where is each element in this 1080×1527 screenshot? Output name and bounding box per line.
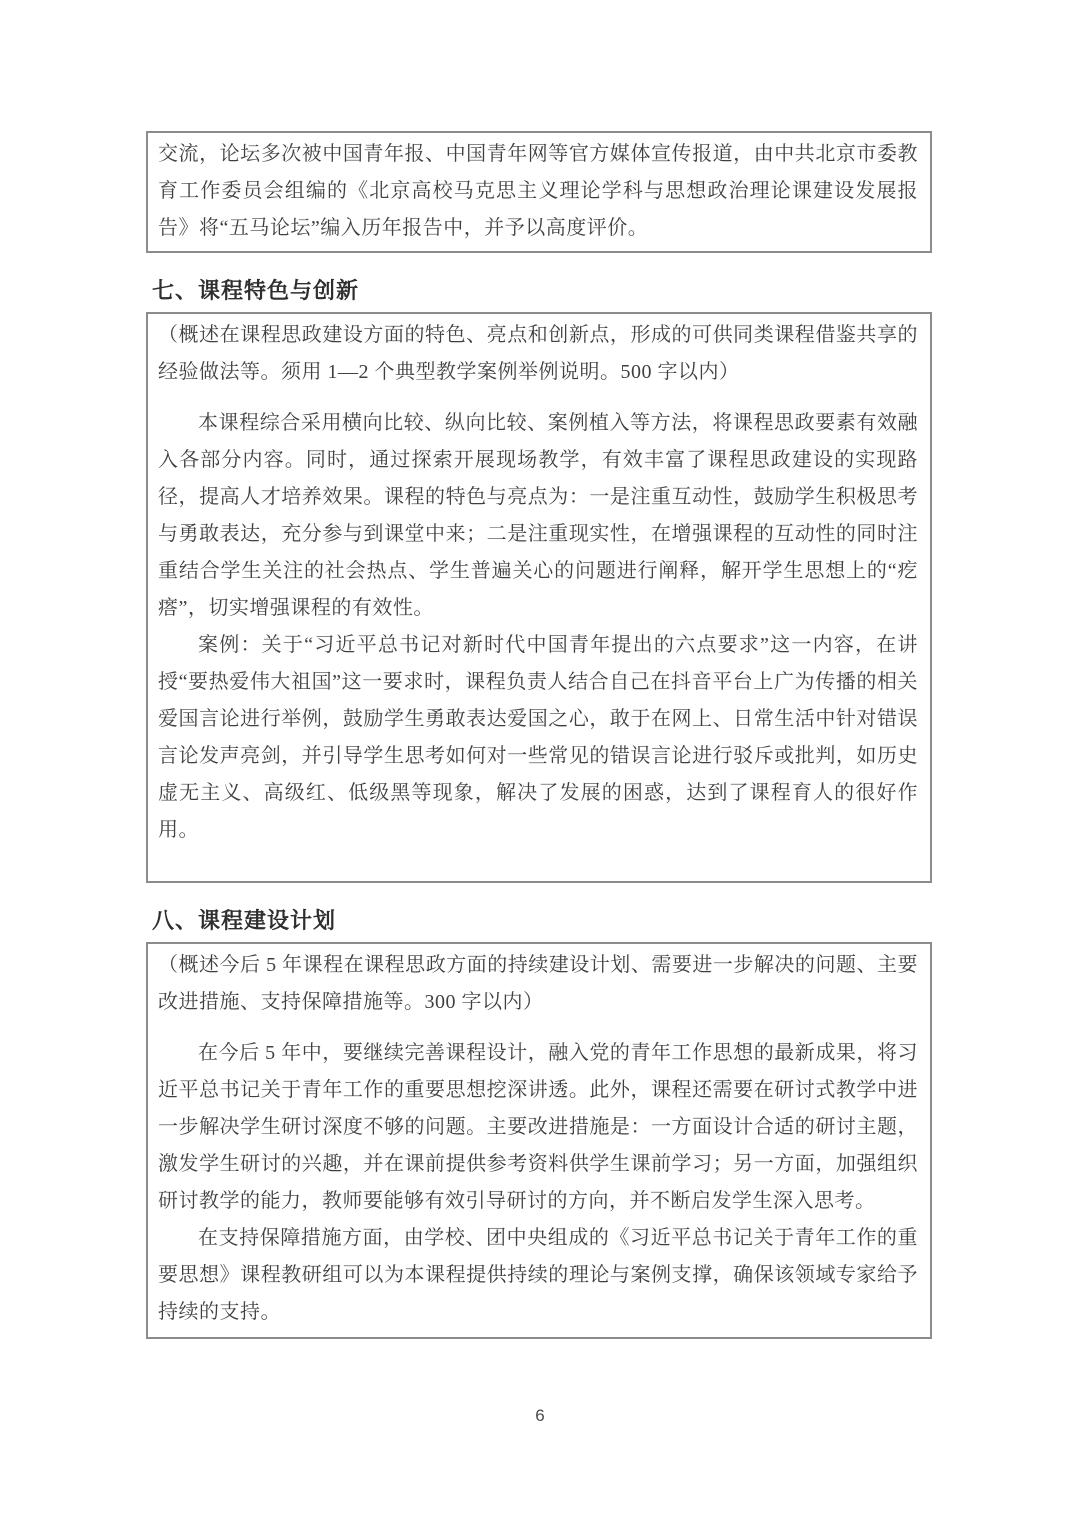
section7-paragraph: 本课程综合采用横向比较、纵向比较、案例植入等方法，将课程思政要素有效融入各部分内容。同时，通过探索开展现场教学，有效丰富了课程思政建设的实现路径，提高人才培养效果。课程的特色与亮点为：一是注重互动性，鼓励学生积极思考与勇敢表达，充分参与到课堂中来；二是注重现实性，在增强课程的互动性的同时注重结合学生关注的社会热点、学生普遍关心的问题进行阐释，解开学生思想上的“疙瘩”，切实增强课程的有效性。 xyxy=(158,412,918,619)
section8-paragraph: 在今后 5 年中，要继续完善课程设计，融入党的青年工作思想的最新成果，将习近平总书记关于青年工作的重要思想挖深讲透。此外，课程还需要在研讨式教学中进一步解决学生研讨深度不够的问题。主要改进措施是：一方面设计合适的研讨主题，激发学生研讨的兴趣，并在课前提供参考资料供学生课前学习；另一方面，加强组织研讨教学的能力，教师要能够有效引导研讨的方向，并不断启发学生深入思考。 xyxy=(158,1042,918,1212)
section7-textbox xyxy=(146,312,932,883)
section7-instruction: （概述在课程思政建设方面的特色、亮点和创新点，形成的可供同类课程借鉴共享的经验做法等。须用 1—2 个典型教学案例举例说明。500 字以内） xyxy=(158,324,918,383)
section7-paragraph: 案例：关于“习近平总书记对新时代中国青年提出的六点要求”这一内容，在讲授“要热爱伟大祖国”这一要求时，课程负责人结合自己在抖音平台上广为传播的相关爱国言论进行举例，鼓励学生勇敢表达爱国之心，敢于在网上、日常生活中针对错误言论发声亮剑，并引导学生思考如何对一些常见的错误言论进行驳斥或批判，如历史虚无主义、高级红、低级黑等现象，解决了发展的困惑，达到了课程育人的很好作用。 xyxy=(158,634,918,841)
continuation-text: 交流，论坛多次被中国青年报、中国青年网等官方媒体宣传报道，由中共北京市委教育工作委员会组编的《北京高校马克思主义理论学科与思想政治理论课建设发展报告》将“五马论坛”编入历年报告中，并予以高度评价。 xyxy=(158,143,918,239)
document-content xyxy=(146,131,932,1339)
section8-paragraph: 在支持保障措施方面，由学校、团中央组成的《习近平总书记关于青年工作的重要思想》课程教研组可以为本课程提供持续的理论与案例支撑，确保该领域专家给予持续的支持。 xyxy=(158,1227,918,1323)
section8-heading: 八、课程建设计划 xyxy=(152,908,337,933)
section8-instruction: （概述今后 5 年课程在课程思政方面的持续建设计划、需要进一步解决的问题、主要改进措施、支持保障措施等。300 字以内） xyxy=(158,954,918,1013)
section7-heading: 七、课程特色与创新 xyxy=(152,278,360,303)
continuation-textbox xyxy=(146,131,932,253)
page-number: 6 xyxy=(535,1406,545,1425)
section8-textbox xyxy=(146,942,932,1339)
